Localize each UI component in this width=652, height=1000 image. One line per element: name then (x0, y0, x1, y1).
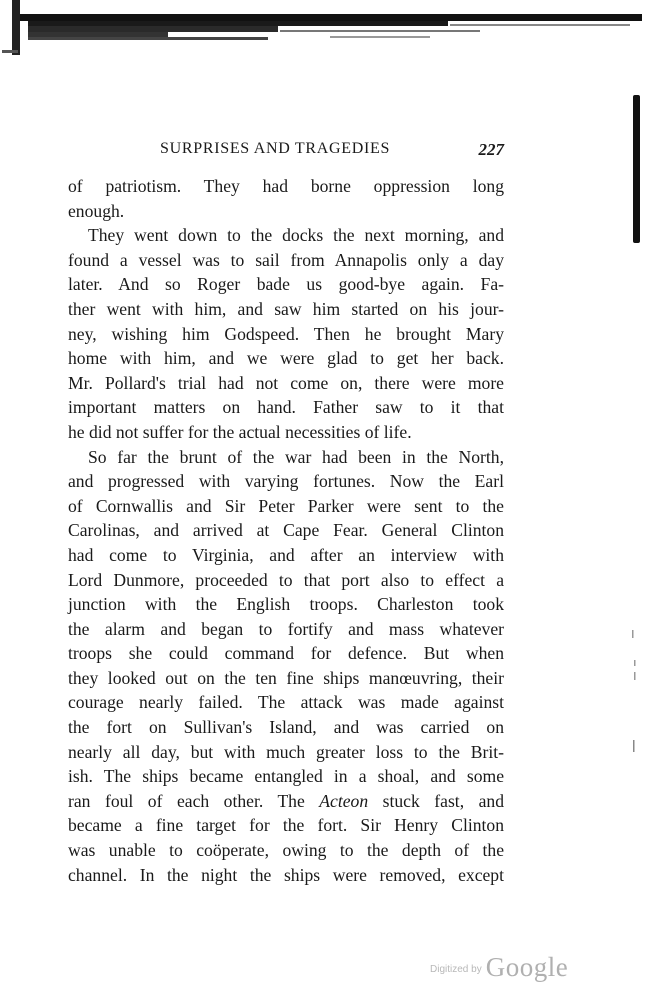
text-line: he did not suffer for the actual necessities of life. (68, 421, 412, 442)
text-line: later. And so Roger bade us good-bye again. Fa- (68, 274, 504, 295)
scan-margin-bar (633, 95, 640, 243)
text-line: So far the brunt of the war had been in the North, (88, 446, 504, 467)
text-line: the alarm and began to fortify and mass whatever (68, 618, 504, 639)
text-line: nearly all day, but with much greater loss to the Brit- (68, 741, 504, 762)
digitized-watermark (430, 952, 568, 986)
text-line: found a vessel was to sail from Annapolis only a day (68, 249, 504, 270)
text-line: junction with the English troops. Charleston took (68, 594, 504, 615)
text-line (68, 789, 504, 814)
text-line: Carolinas, and arrived at Cape Fear. General Clinton (68, 520, 504, 541)
page-header (68, 140, 504, 164)
page-number: 227 (478, 140, 504, 159)
watermark-brand: Google (485, 952, 569, 982)
text-line: Mr. Pollard's trial had not come on, there were more (68, 372, 504, 393)
watermark-prefix: Digitized by (430, 964, 482, 975)
text-line: channel. In the night the ships were removed, except (68, 864, 504, 885)
text-line: courage nearly failed. The attack was made against (68, 692, 504, 713)
text-line: enough. (68, 200, 125, 221)
scan-margin-marks (628, 630, 644, 770)
text-line: They went down to the docks the next morning, and (88, 225, 504, 246)
text-line: troops she could command for defence. But when (68, 643, 504, 664)
body-text (68, 174, 504, 887)
running-title: SURPRISES AND TRAGEDIES (160, 140, 391, 157)
text-line: was unable to coöperate, owing to the depth of the (68, 840, 504, 861)
text-line: the fort on Sullivan's Island, and was carried on (68, 717, 504, 738)
text-line: home with him, and we were glad to get her back. (68, 348, 504, 369)
text-line-segment: stuck fast, and (368, 790, 504, 811)
text-line: important matters on hand. Father saw to it that (68, 397, 504, 418)
text-line: became a fine target for the fort. Sir Henry Clinton (68, 815, 504, 836)
text-line: of patriotism. They had borne oppression long (68, 176, 504, 196)
text-line: and progressed with varying fortunes. Now the Earl (68, 471, 504, 492)
text-line: Lord Dunmore, proceeded to that port also to effect a (68, 569, 504, 590)
text-line-segment: ran foul of each other. The (68, 790, 320, 811)
ship-name: Acteon (319, 790, 369, 811)
text-line: ish. The ships became entangled in a shoal, and some (68, 766, 504, 787)
text-line: had come to Virginia, and after an interview with (68, 544, 504, 565)
scan-edge-artifact (0, 0, 652, 60)
text-line: ther went with him, and saw him started on his jour- (68, 298, 504, 319)
text-line: they looked out on the ten fine ships manœuvring, their (68, 667, 504, 688)
text-line: ney, wishing him Godspeed. Then he brought Mary (68, 323, 504, 344)
text-line: of Cornwallis and Sir Peter Parker were sent to the (68, 495, 504, 516)
